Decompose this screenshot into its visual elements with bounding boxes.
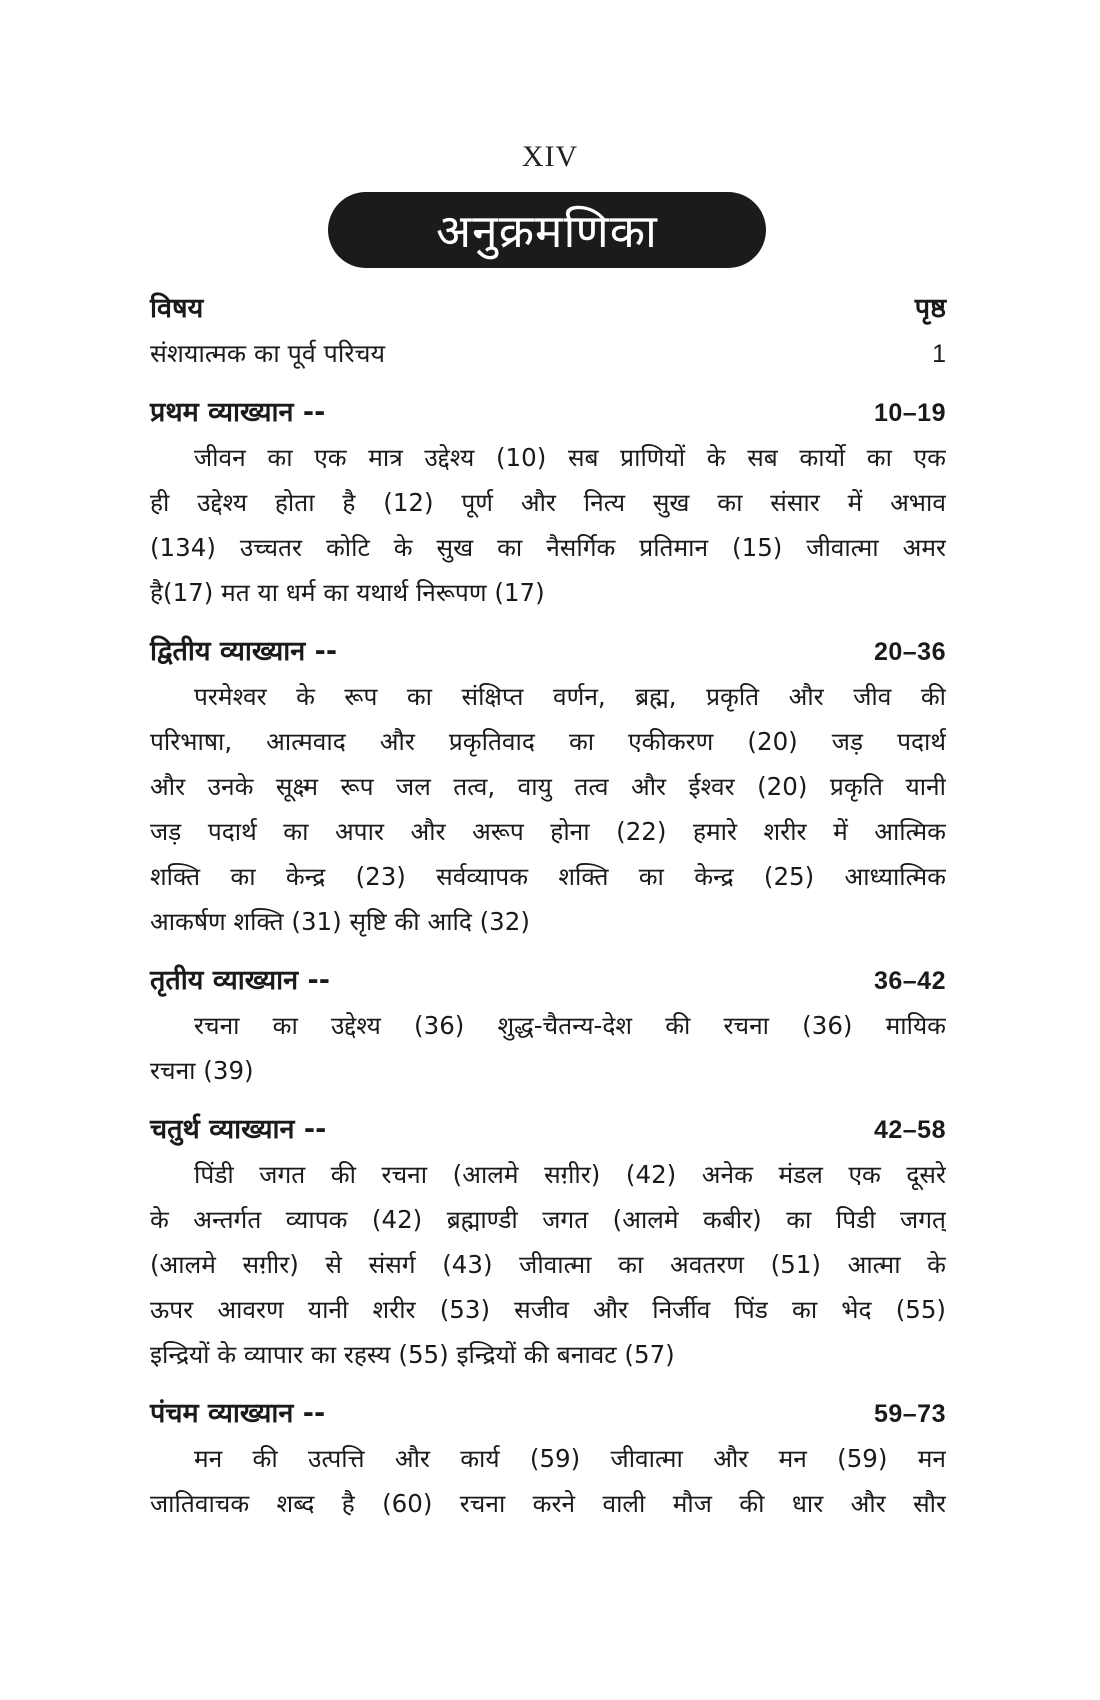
section-summary-line: ही उद्देश्य होता है (12) पूर्ण और नित्य सुख का संसार में अभाव [150,488,946,517]
section-summary-line: जातिवाचक शब्द है (60) रचना करने वाली मौज की धार और सौर [150,1489,946,1518]
section-pages: 20–36 [873,638,946,666]
section-pages: 36–42 [873,967,946,995]
section-summary-line: रचना का उद्देश्य (36) शुद्ध-चैतन्य-देश की रचना (36) मायिक [194,1011,946,1040]
toc-section-5 [150,1391,946,1526]
column-header-row [150,286,946,331]
section-summary-line: रचना (39) [150,1056,254,1085]
page-number: XIV [521,140,579,173]
section-heading: तृतीय व्याख्यान -- [150,965,330,996]
toc-entry-intro [150,331,946,376]
section-heading: प्रथम व्याख्यान -- [150,397,326,428]
section-summary-line: जड़ पदार्थ का अपार और अरूप होना (22) हमारे शरीर में आत्मिक [150,817,946,846]
section-summary-line: (आलमे सग़ीर) से संसर्ग (43) जीवात्मा का अवतरण (51) आत्मा के [150,1250,946,1279]
toc-entry-label: संशयात्मक का पूर्व परिचय [150,339,385,368]
section-heading: द्वितीय व्याख्यान -- [150,636,338,667]
section-summary-line: आकर्षण शक्ति (31) सृष्टि की आदि (32) [150,907,530,936]
section-summary-line: और उनके सूक्ष्म रूप जल तत्व, वायु तत्व और ईश्वर (20) प्रकृति यानी [150,772,946,801]
section-summary-line: ऊपर आवरण यानी शरीर (53) सजीव और निर्जीव पिंड का भेद (55) [150,1295,946,1324]
section-summary-line: जीवन का एक मात्र उद्देश्य (10) सब प्राणियों के सब कार्यो का एक [194,443,946,472]
toc-section-1 [150,390,946,615]
section-summary-line: के अन्तर्गत व्यापक (42) ब्रह्माण्डी जगत (आलमे कबीर) का पिडी जगत् [150,1205,946,1234]
toc-section-2 [150,629,946,944]
section-summary-line: परमेश्वर के रूप का संक्षिप्त वर्णन, ब्रह्म, प्रकृति और जीव की [194,682,946,711]
section-summary-line: पिंडी जगत की रचना (आलमे सग़ीर) (42) अनेक मंडल एक दूसरे [194,1160,946,1189]
section-heading-row [150,629,946,674]
section-pages: 59–73 [873,1400,946,1428]
section-heading-row [150,958,946,1003]
toc-entry-page: 1 [932,340,946,368]
table-of-contents [150,286,946,1526]
section-heading-row [150,1391,946,1436]
toc-section-4 [150,1107,946,1377]
section-summary-line: परिभाषा, आत्मवाद और प्रकृतिवाद का एकीकरण (20) जड़ पदार्थ [150,727,946,756]
section-pages: 10–19 [873,399,946,427]
section-summary-line: है(17) मत या धर्म का यथार्थ निरूपण (17) [150,578,545,607]
toc-section-3 [150,958,946,1093]
section-heading-row [150,1107,946,1152]
page-column-header: पृष्ठ [914,293,946,324]
section-heading-row [150,390,946,435]
section-summary-line: मन की उत्पत्ति और कार्य (59) जीवात्मा और मन (59) मन [194,1444,946,1473]
section-summary-line: इन्द्रियों के व्यापार का रहस्य (55) इन्द्रियों की बनावट (57) [150,1340,675,1369]
section-summary-line: (134) उच्चतर कोटि के सुख का नैसर्गिक प्रतिमान (15) जीवात्मा अमर [150,533,946,562]
page-title: अनुक्रमणिका [436,204,658,258]
title-banner [328,192,766,268]
section-heading: चतुर्थ व्याख्यान -- [150,1114,327,1145]
section-summary-line: शक्ति का केन्द्र (23) सर्वव्यापक शक्ति का केन्द्र (25) आध्यात्मिक [150,862,946,891]
section-heading: पंचम व्याख्यान -- [150,1398,326,1429]
subject-column-header: विषय [150,293,204,324]
section-pages: 42–58 [873,1116,946,1144]
